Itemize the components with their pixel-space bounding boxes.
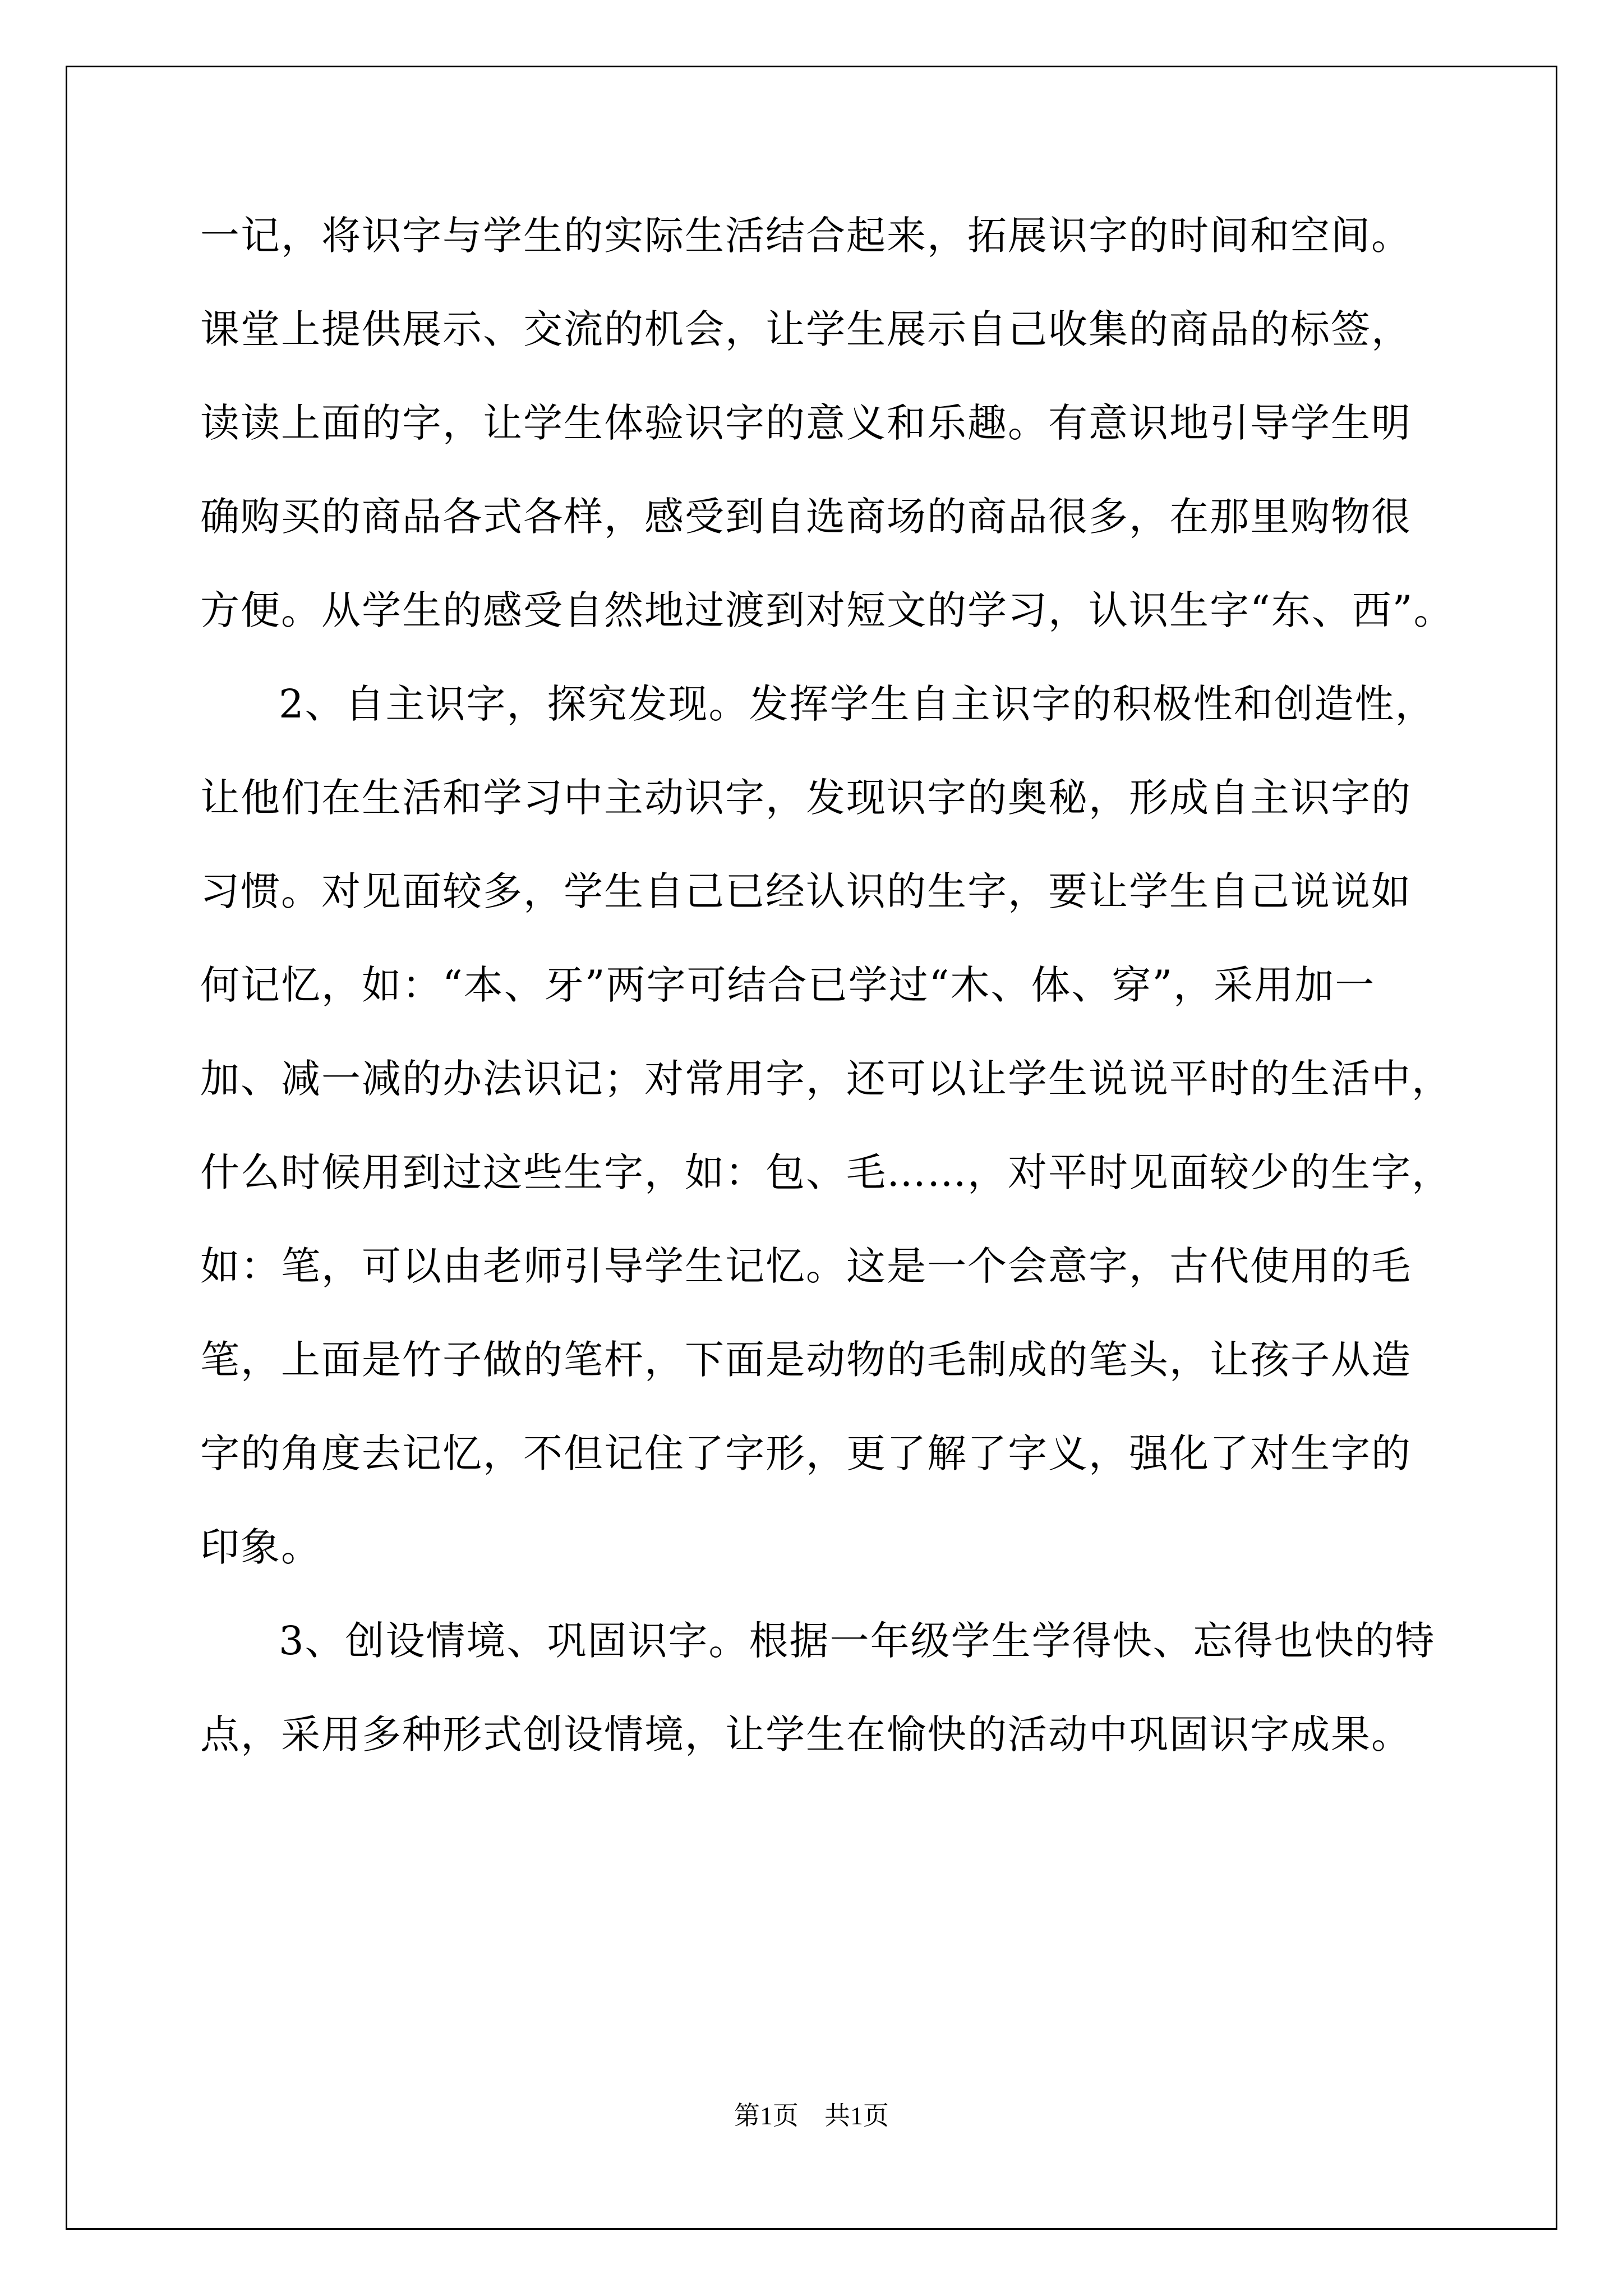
page-number: 第1页 共1页 [734, 2101, 889, 2130]
text-line-15: 印象。 [200, 1524, 321, 1570]
text-line-2: 课堂上提供展示、交流的机会，让学生展示自己收集的商品的标签， [200, 306, 1412, 352]
text-line-5: 方便。从学生的感受自然地过渡到对短文的学习，认识生字“东、西”。 [200, 587, 1454, 633]
text-line-7: 让他们在生活和学习中主动识字，发现识字的奥秘，形成自主识字的 [200, 775, 1412, 821]
text-line-8: 习惯。对见面较多，学生自己已经认识的生字，要让学生自己说说如 [200, 868, 1412, 914]
text-line-11: 什么时候用到过这些生字，如：包、毛……，对平时见面较少的生字， [200, 1149, 1452, 1195]
document-body [200, 189, 1454, 1782]
text-line-14: 字的角度去记忆，不但记住了字形，更了解了字义，强化了对生字的 [200, 1430, 1412, 1476]
text-line-16: 3、创设情境、巩固识字。根据一年级学生学得快、忘得也快的特 [279, 1618, 1436, 1664]
text-line-4: 确购买的商品各式各样，感受到自选商场的商品很多，在那里购物很 [200, 494, 1412, 540]
text-line-13: 笔，上面是竹子做的笔杆，下面是动物的毛制成的笔头，让孩子从造 [200, 1337, 1412, 1383]
text-line-3: 读读上面的字，让学生体验识字的意义和乐趣。有意识地引导学生明 [200, 400, 1412, 446]
text-line-1: 一记，将识字与学生的实际生活结合起来，拓展识字的时间和空间。 [200, 213, 1412, 259]
text-line-17: 点，采用多种形式创设情境，让学生在愉快的活动中巩固识字成果。 [200, 1711, 1412, 1757]
page-footer [0, 2095, 1623, 2132]
text-line-6: 2、自主识字，探究发现。发挥学生自主识字的积极性和创造性， [279, 681, 1436, 727]
text-line-9: 何记忆，如：“本、牙”两字可结合已学过“木、体、穿”，采用加一 [200, 962, 1376, 1008]
text-line-10: 加、减一减的办法识记；对常用字，还可以让学生说说平时的生活中， [200, 1056, 1452, 1102]
text-line-12: 如：笔，可以由老师引导学生记忆。这是一个会意字，古代使用的毛 [200, 1243, 1412, 1289]
